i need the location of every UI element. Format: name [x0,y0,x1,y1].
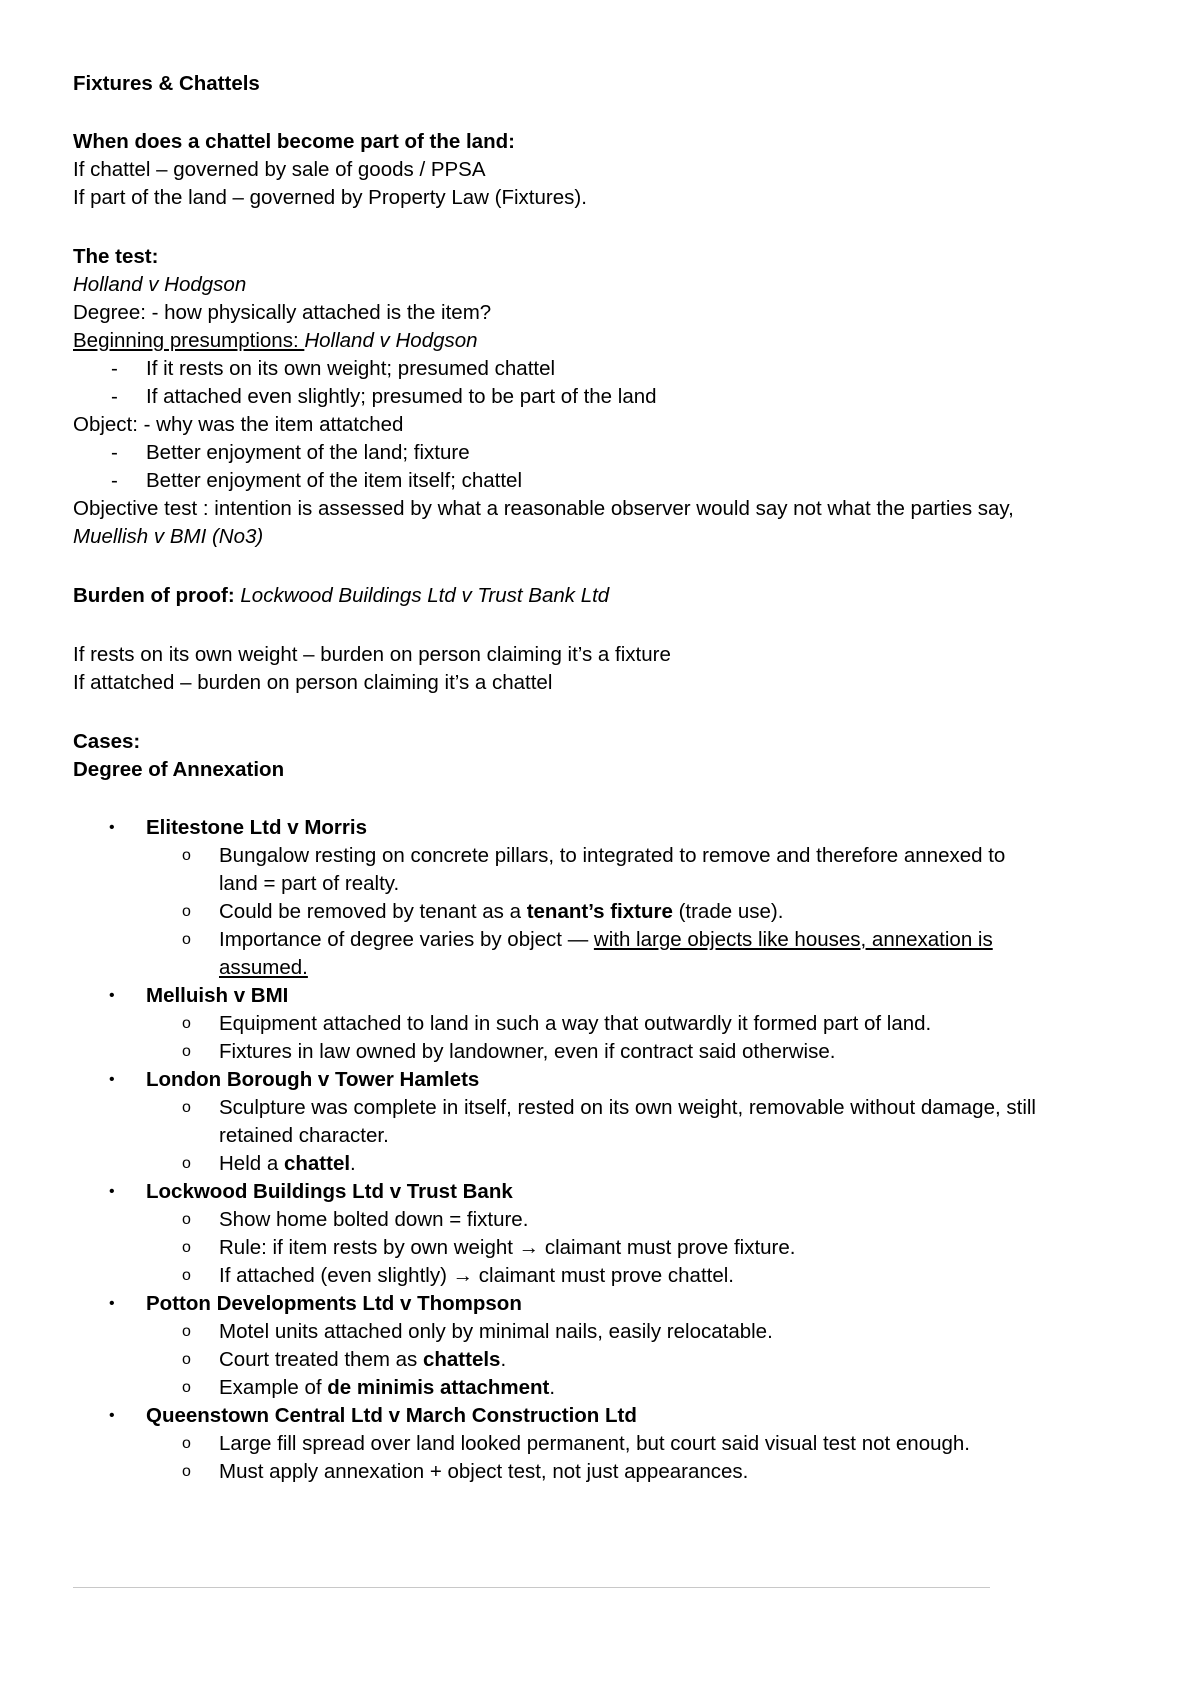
burden-line-1: If rests on its own weight – burden on person claiming it’s a fixture [73,643,671,666]
sub-bullet-marker: o [182,847,191,864]
sub-bullet-marker: o [182,1155,191,1172]
when-line-2: If part of the land – governed by Property Law (Fixtures). [73,186,587,209]
sub-bullet-marker: o [182,1351,191,1368]
presumptions-case: Holland v Hodgson [304,329,478,352]
sub-bullet-marker: o [182,903,191,920]
bullet-marker: • [109,1407,115,1424]
sub-bullet-marker: o [182,931,191,948]
test-heading: The test: [73,245,159,268]
degree-line: Degree: - how physically attached is the item? [73,301,492,324]
sub-bullet-marker: o [182,1043,191,1060]
annexation-heading: Degree of Annexation [73,758,285,781]
dash-marker: - [111,441,118,464]
footer-divider [73,1587,990,1588]
sub-bullet-marker: o [182,1015,191,1032]
test-case: Holland v Hodgson [73,273,247,296]
bullet-marker: • [109,1295,115,1312]
dash-marker: - [111,469,118,492]
burden-case: Lockwood Buildings Ltd v Trust Bank Ltd [240,584,610,607]
presumptions-line [73,327,478,355]
sub-bullet-marker: o [182,1211,191,1228]
page-title: Fixtures & Chattels [73,72,260,95]
sub-bullet-marker: o [182,1463,191,1480]
dash-marker: - [111,357,118,380]
presumptions-label: Beginning presumptions: [73,329,305,352]
cases-heading: Cases: [73,730,141,753]
sub-bullet-marker: o [182,1435,191,1452]
when-line-1: If chattel – governed by sale of goods / PPSA [73,158,486,181]
dash-marker: - [111,385,118,408]
sub-bullet-marker: o [182,1267,191,1284]
bullet-marker: • [109,987,115,1004]
objective-case: Muellish v BMI (No3) [73,525,264,548]
object-line: Object: - why was the item attatched [73,413,404,436]
sub-bullet-marker: o [182,1239,191,1256]
objective-line: Objective test : intention is assessed by what a reasonable observer would say not what the parties say, [73,497,1014,520]
bullet-marker: • [109,1183,115,1200]
burden-line [73,582,609,610]
when-heading: When does a chattel become part of the land: [73,130,515,153]
sub-bullet-marker: o [182,1323,191,1340]
bullet-marker: • [109,819,115,836]
bullet-marker: • [109,1071,115,1088]
burden-line-2: If attatched – burden on person claiming it’s a chattel [73,671,553,694]
sub-bullet-marker: o [182,1379,191,1396]
sub-bullet-marker: o [182,1099,191,1116]
burden-label: Burden of proof: [73,584,241,607]
